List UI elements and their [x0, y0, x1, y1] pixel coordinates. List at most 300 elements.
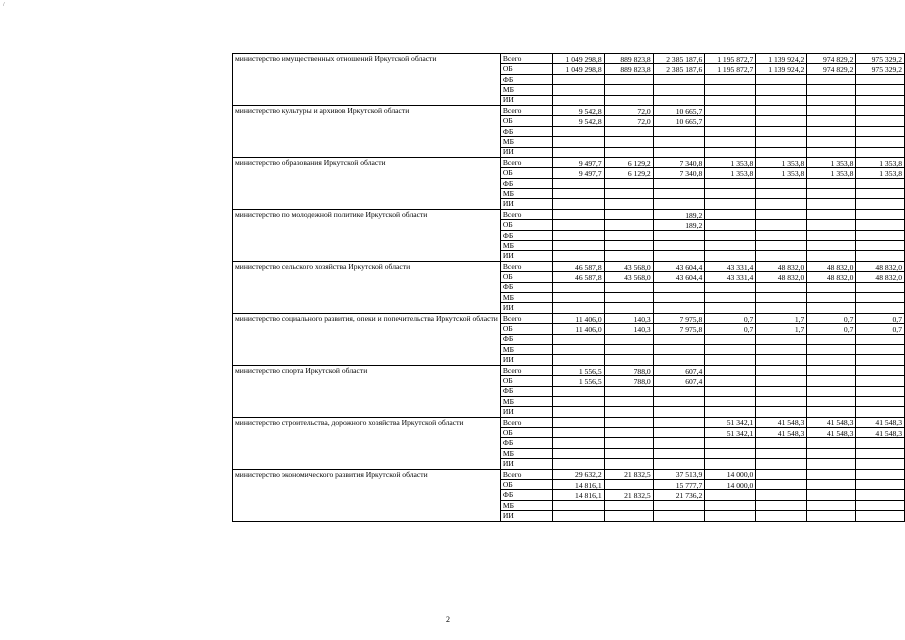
amount-cell [807, 74, 856, 84]
amount-cell: 6 129,2 [604, 168, 653, 178]
amount-cell [856, 376, 905, 386]
table-row [233, 261, 905, 271]
amount-cell [756, 116, 807, 126]
amount-cell: 974 829,2 [807, 54, 856, 64]
amount-cell: 1 353,8 [705, 168, 756, 178]
amount-cell [705, 355, 756, 365]
amount-cell [553, 126, 605, 136]
amount-cell: 788,0 [604, 376, 653, 386]
amount-cell [705, 282, 756, 292]
amount-cell [653, 448, 705, 458]
amount-cell [807, 334, 856, 344]
amount-cell: 41 548,3 [756, 417, 807, 427]
amount-cell [856, 459, 905, 469]
amount-cell [856, 511, 905, 521]
amount-cell [756, 407, 807, 417]
amount-cell: 11 406,0 [553, 324, 605, 334]
organization-name: министерство экономического развития Иркутской области [233, 469, 501, 521]
amount-cell [756, 137, 807, 147]
amount-cell [807, 365, 856, 375]
budget-table [232, 53, 905, 522]
amount-cell [756, 147, 807, 157]
amount-cell [604, 282, 653, 292]
amount-cell [807, 95, 856, 105]
amount-cell [553, 147, 605, 157]
amount-cell: 41 548,3 [856, 417, 905, 427]
amount-cell: 10 665,7 [653, 116, 705, 126]
amount-cell: 48 832,0 [856, 261, 905, 271]
amount-cell [705, 376, 756, 386]
amount-cell [553, 137, 605, 147]
amount-cell [604, 334, 653, 344]
funding-source-cell: ИИ [500, 303, 552, 313]
amount-cell [756, 438, 807, 448]
amount-cell: 140,3 [604, 324, 653, 334]
amount-cell: 43 568,0 [604, 272, 653, 282]
amount-cell [856, 303, 905, 313]
amount-cell [653, 438, 705, 448]
amount-cell [807, 116, 856, 126]
amount-cell: 1,7 [756, 313, 807, 323]
funding-source-cell: ИИ [500, 251, 552, 261]
amount-cell: 1 139 924,2 [756, 64, 807, 74]
amount-cell [756, 396, 807, 406]
amount-cell [553, 220, 605, 230]
amount-cell [756, 95, 807, 105]
amount-cell [756, 189, 807, 199]
amount-cell [807, 396, 856, 406]
amount-cell: 2 385 187,6 [653, 54, 705, 64]
amount-cell [756, 386, 807, 396]
amount-cell [653, 303, 705, 313]
amount-cell [756, 251, 807, 261]
amount-cell [807, 376, 856, 386]
amount-cell [604, 438, 653, 448]
amount-cell [705, 511, 756, 521]
amount-cell: 43 331,4 [705, 272, 756, 282]
amount-cell [705, 251, 756, 261]
amount-cell [856, 490, 905, 500]
organization-name: министерство спорта Иркутской области [233, 365, 501, 417]
amount-cell [604, 189, 653, 199]
amount-cell [856, 241, 905, 251]
amount-cell [653, 126, 705, 136]
funding-source-cell: ИИ [500, 511, 552, 521]
amount-cell: 9 542,8 [553, 105, 605, 115]
amount-cell: 7 340,8 [653, 168, 705, 178]
amount-cell [705, 220, 756, 230]
amount-cell [756, 469, 807, 479]
amount-cell [653, 396, 705, 406]
amount-cell: 14 000,0 [705, 469, 756, 479]
budget-table-container [232, 53, 905, 522]
amount-cell [653, 417, 705, 427]
amount-cell [604, 428, 653, 438]
amount-cell [604, 178, 653, 188]
amount-cell: 0,7 [807, 313, 856, 323]
amount-cell: 9 542,8 [553, 116, 605, 126]
amount-cell: 21 832,5 [604, 469, 653, 479]
amount-cell [705, 74, 756, 84]
funding-source-cell: ОБ [500, 480, 552, 490]
amount-cell [856, 407, 905, 417]
amount-cell [653, 407, 705, 417]
organization-name: министерство по молодежной политике Иркутской области [233, 209, 501, 261]
amount-cell: 14 816,1 [553, 490, 605, 500]
margin-mark: / [3, 2, 5, 8]
amount-cell [705, 386, 756, 396]
amount-cell [604, 407, 653, 417]
amount-cell [756, 365, 807, 375]
amount-cell: 1 353,8 [856, 168, 905, 178]
amount-cell [604, 344, 653, 354]
amount-cell [653, 230, 705, 240]
amount-cell [807, 199, 856, 209]
funding-source-cell: ФБ [500, 74, 552, 84]
amount-cell [756, 126, 807, 136]
amount-cell [756, 334, 807, 344]
amount-cell: 43 331,4 [705, 261, 756, 271]
amount-cell [756, 292, 807, 302]
funding-source-cell: МБ [500, 448, 552, 458]
amount-cell: 14 000,0 [705, 480, 756, 490]
amount-cell [705, 95, 756, 105]
amount-cell [604, 126, 653, 136]
table-row [233, 417, 905, 427]
amount-cell [756, 241, 807, 251]
table-row [233, 157, 905, 167]
amount-cell [553, 303, 605, 313]
funding-source-cell: ОБ [500, 324, 552, 334]
amount-cell: 10 665,7 [653, 105, 705, 115]
amount-cell [705, 126, 756, 136]
amount-cell [653, 344, 705, 354]
amount-cell: 41 548,3 [807, 428, 856, 438]
amount-cell [807, 355, 856, 365]
amount-cell [553, 199, 605, 209]
amount-cell [756, 480, 807, 490]
funding-source-cell: МБ [500, 241, 552, 251]
amount-cell: 41 548,3 [807, 417, 856, 427]
amount-cell [604, 303, 653, 313]
amount-cell: 46 587,8 [553, 272, 605, 282]
amount-cell: 7 340,8 [653, 157, 705, 167]
amount-cell [856, 189, 905, 199]
amount-cell: 29 632,2 [553, 469, 605, 479]
funding-source-cell: ОБ [500, 220, 552, 230]
amount-cell: 14 816,1 [553, 480, 605, 490]
amount-cell: 0,7 [705, 313, 756, 323]
amount-cell: 1 353,8 [807, 157, 856, 167]
amount-cell: 0,7 [856, 313, 905, 323]
amount-cell: 7 975,8 [653, 324, 705, 334]
amount-cell [705, 241, 756, 251]
amount-cell [604, 500, 653, 510]
amount-cell [756, 209, 807, 219]
organization-name: министерство социального развития, опеки и попечительства Иркутской области [233, 313, 501, 365]
funding-source-cell: Всего [500, 261, 552, 271]
amount-cell [756, 448, 807, 458]
funding-source-cell: Всего [500, 365, 552, 375]
amount-cell [856, 292, 905, 302]
amount-cell [856, 396, 905, 406]
amount-cell [653, 178, 705, 188]
amount-cell: 2 385 187,6 [653, 64, 705, 74]
amount-cell: 15 777,7 [653, 480, 705, 490]
amount-cell [856, 199, 905, 209]
amount-cell [756, 230, 807, 240]
amount-cell [807, 251, 856, 261]
amount-cell [553, 209, 605, 219]
funding-source-cell: ФБ [500, 386, 552, 396]
amount-cell [604, 137, 653, 147]
amount-cell [807, 178, 856, 188]
amount-cell: 7 975,8 [653, 313, 705, 323]
amount-cell [653, 251, 705, 261]
amount-cell: 9 497,7 [553, 157, 605, 167]
amount-cell [604, 417, 653, 427]
amount-cell [856, 480, 905, 490]
amount-cell [604, 220, 653, 230]
amount-cell: 1 353,8 [856, 157, 905, 167]
amount-cell [604, 95, 653, 105]
funding-source-cell: Всего [500, 54, 552, 64]
funding-source-cell: Всего [500, 209, 552, 219]
amount-cell [653, 355, 705, 365]
amount-cell [756, 178, 807, 188]
amount-cell [756, 511, 807, 521]
amount-cell [705, 459, 756, 469]
funding-source-cell: Всего [500, 313, 552, 323]
amount-cell [705, 178, 756, 188]
amount-cell [807, 480, 856, 490]
funding-source-cell: ИИ [500, 355, 552, 365]
amount-cell: 607,4 [653, 376, 705, 386]
table-row [233, 105, 905, 115]
amount-cell [653, 199, 705, 209]
amount-cell [807, 469, 856, 479]
amount-cell [604, 396, 653, 406]
amount-cell [553, 178, 605, 188]
amount-cell [604, 147, 653, 157]
amount-cell: 21 736,2 [653, 490, 705, 500]
amount-cell [856, 116, 905, 126]
amount-cell [705, 334, 756, 344]
amount-cell [807, 292, 856, 302]
amount-cell [705, 189, 756, 199]
amount-cell [756, 376, 807, 386]
funding-source-cell: ОБ [500, 428, 552, 438]
amount-cell [756, 490, 807, 500]
amount-cell [553, 428, 605, 438]
amount-cell [705, 230, 756, 240]
amount-cell: 607,4 [653, 365, 705, 375]
amount-cell [807, 438, 856, 448]
amount-cell [553, 448, 605, 458]
amount-cell: 1,7 [756, 324, 807, 334]
amount-cell [856, 137, 905, 147]
amount-cell [604, 241, 653, 251]
amount-cell [553, 355, 605, 365]
funding-source-cell: ИИ [500, 95, 552, 105]
organization-name: министерство строительства, дорожного хозяйства Иркутской области [233, 417, 501, 469]
amount-cell [807, 137, 856, 147]
amount-cell [604, 74, 653, 84]
amount-cell: 0,7 [856, 324, 905, 334]
amount-cell [856, 251, 905, 261]
amount-cell [705, 209, 756, 219]
amount-cell: 72,0 [604, 116, 653, 126]
funding-source-cell: ФБ [500, 126, 552, 136]
amount-cell [653, 85, 705, 95]
amount-cell [553, 407, 605, 417]
amount-cell [705, 365, 756, 375]
amount-cell: 788,0 [604, 365, 653, 375]
funding-source-cell: ФБ [500, 334, 552, 344]
funding-source-cell: ОБ [500, 168, 552, 178]
amount-cell: 1 195 872,7 [705, 64, 756, 74]
amount-cell: 974 829,2 [807, 64, 856, 74]
amount-cell [756, 355, 807, 365]
amount-cell [756, 105, 807, 115]
amount-cell [856, 469, 905, 479]
funding-source-cell: Всего [500, 105, 552, 115]
amount-cell [756, 282, 807, 292]
amount-cell [604, 448, 653, 458]
amount-cell [705, 137, 756, 147]
amount-cell [604, 511, 653, 521]
funding-source-cell: ФБ [500, 178, 552, 188]
amount-cell [653, 147, 705, 157]
amount-cell [856, 448, 905, 458]
amount-cell [807, 303, 856, 313]
amount-cell [553, 292, 605, 302]
funding-source-cell: ФБ [500, 282, 552, 292]
amount-cell [553, 95, 605, 105]
table-row [233, 54, 905, 64]
amount-cell: 975 329,2 [856, 64, 905, 74]
amount-cell: 1 195 872,7 [705, 54, 756, 64]
amount-cell: 1 353,8 [807, 168, 856, 178]
amount-cell [807, 511, 856, 521]
amount-cell [807, 189, 856, 199]
amount-cell: 11 406,0 [553, 313, 605, 323]
amount-cell [756, 500, 807, 510]
amount-cell [856, 438, 905, 448]
amount-cell [807, 386, 856, 396]
funding-source-cell: ФБ [500, 490, 552, 500]
funding-source-cell: МБ [500, 344, 552, 354]
funding-source-cell: Всего [500, 469, 552, 479]
amount-cell [653, 95, 705, 105]
amount-cell [856, 85, 905, 95]
amount-cell: 9 497,7 [553, 168, 605, 178]
amount-cell: 189,2 [653, 220, 705, 230]
amount-cell [856, 209, 905, 219]
amount-cell: 1 353,8 [705, 157, 756, 167]
amount-cell [604, 199, 653, 209]
amount-cell [553, 438, 605, 448]
amount-cell [705, 448, 756, 458]
funding-source-cell: Всего [500, 157, 552, 167]
funding-source-cell: МБ [500, 292, 552, 302]
organization-name: министерство образования Иркутской области [233, 157, 501, 209]
funding-source-cell: МБ [500, 85, 552, 95]
amount-cell [653, 241, 705, 251]
funding-source-cell: Всего [500, 417, 552, 427]
amount-cell [653, 282, 705, 292]
amount-cell [807, 85, 856, 95]
amount-cell [653, 137, 705, 147]
amount-cell [653, 292, 705, 302]
amount-cell: 889 823,8 [604, 54, 653, 64]
amount-cell [856, 344, 905, 354]
amount-cell: 41 548,3 [756, 428, 807, 438]
amount-cell [705, 344, 756, 354]
amount-cell [604, 209, 653, 219]
amount-cell [807, 126, 856, 136]
amount-cell: 46 587,8 [553, 261, 605, 271]
funding-source-cell: МБ [500, 189, 552, 199]
amount-cell: 889 823,8 [604, 64, 653, 74]
table-row [233, 209, 905, 219]
amount-cell [856, 334, 905, 344]
amount-cell [604, 251, 653, 261]
amount-cell [807, 105, 856, 115]
amount-cell: 48 832,0 [856, 272, 905, 282]
amount-cell [807, 448, 856, 458]
amount-cell [705, 407, 756, 417]
amount-cell [604, 355, 653, 365]
funding-source-cell: ОБ [500, 64, 552, 74]
amount-cell [553, 417, 605, 427]
amount-cell [604, 480, 653, 490]
amount-cell [856, 147, 905, 157]
amount-cell [705, 490, 756, 500]
amount-cell [653, 334, 705, 344]
amount-cell [705, 147, 756, 157]
funding-source-cell: МБ [500, 137, 552, 147]
amount-cell [553, 282, 605, 292]
amount-cell [653, 386, 705, 396]
table-row [233, 313, 905, 323]
amount-cell: 48 832,0 [756, 261, 807, 271]
amount-cell: 0,7 [807, 324, 856, 334]
amount-cell [807, 282, 856, 292]
amount-cell [705, 396, 756, 406]
amount-cell [856, 126, 905, 136]
amount-cell: 43 604,4 [653, 261, 705, 271]
amount-cell [553, 241, 605, 251]
funding-source-cell: ФБ [500, 438, 552, 448]
amount-cell: 6 129,2 [604, 157, 653, 167]
amount-cell: 1 049 298,8 [553, 54, 605, 64]
amount-cell [653, 459, 705, 469]
amount-cell: 140,3 [604, 313, 653, 323]
funding-source-cell: МБ [500, 396, 552, 406]
amount-cell [856, 282, 905, 292]
amount-cell: 21 832,5 [604, 490, 653, 500]
amount-cell: 975 329,2 [856, 54, 905, 64]
amount-cell [553, 230, 605, 240]
amount-cell [856, 95, 905, 105]
amount-cell [856, 386, 905, 396]
page-number: 2 [446, 615, 450, 624]
funding-source-cell: ФБ [500, 230, 552, 240]
amount-cell: 1 556,5 [553, 365, 605, 375]
amount-cell [553, 500, 605, 510]
amount-cell [553, 344, 605, 354]
